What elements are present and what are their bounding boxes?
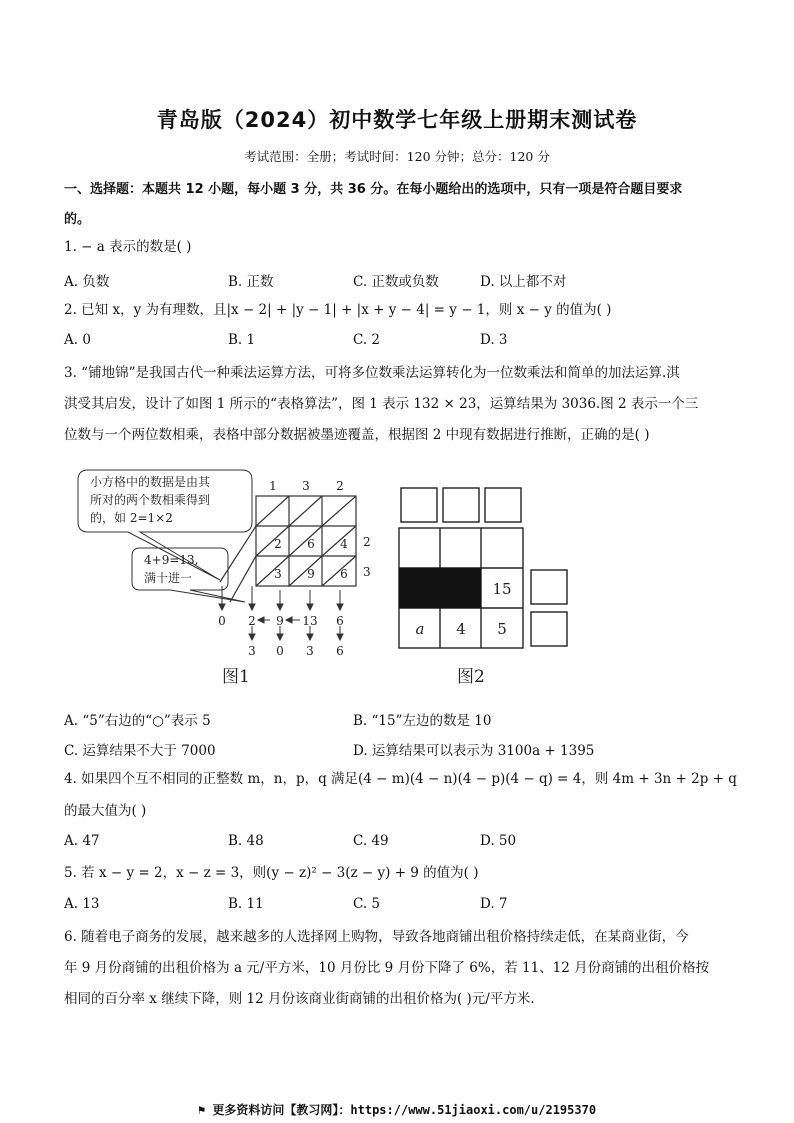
q1-option-d[interactable]: D. 以上都不对: [480, 274, 567, 290]
q4-option-b[interactable]: B. 48: [228, 833, 264, 849]
q4-option-a[interactable]: A. 47: [64, 833, 100, 849]
final-digit: 3: [306, 644, 314, 658]
top-box: [485, 488, 521, 522]
q2-option-a[interactable]: A. 0: [64, 332, 91, 348]
q2-option-b[interactable]: B. 1: [228, 332, 256, 348]
figure-2-label: 图2: [457, 667, 485, 687]
question-3-line1: 3. “铺地锦”是我国古代一种乘法运算方法，可将多位数乘法运算转化为一位数乘法和简单的加法运算.淇: [64, 365, 680, 381]
final-digit: 3: [248, 644, 256, 658]
section-heading: 一、选择题：本题共 12 小题，每小题 3 分，共 36 分。在每小题给出的选项中，只有一项是符合题目要求: [64, 182, 683, 197]
q1-option-b[interactable]: B. 正数: [228, 274, 274, 290]
question-4-line2: 的最大值为( ): [64, 803, 147, 819]
footer: [0, 1101, 794, 1118]
top-box: [443, 488, 479, 522]
question-6-line2: 年 9 月份商铺的出租价格为 a 元/平方米，10 月份比 9 月份下降了 6%，若 11、12 月份商铺的出租价格按: [64, 960, 710, 976]
callout-text: 所对的两个数相乘得到: [90, 493, 211, 507]
q5-option-a[interactable]: A. 13: [64, 896, 100, 912]
final-digit: 0: [276, 644, 284, 658]
figure-2: [395, 482, 580, 692]
exam-title: 青岛版（2024）初中数学七年级上册期末测试卷: [156, 108, 638, 132]
callout-text: 小方格中的数据是由其: [90, 475, 211, 489]
right-digit: 3: [363, 565, 371, 579]
question-1: 1. − a 表示的数是( ): [64, 239, 192, 255]
question-4-line1: 4. 如果四个互不相同的正整数 m，n，p，q 满足(4 − m)(4 − n)(4 − p)(4 − q) = 4，则 4m + 3n + 2p + q: [64, 771, 737, 787]
figure-1-label: 图1: [222, 667, 250, 687]
question-2: 2. 已知 x，y 为有理数，且|x − 2| + |y − 1| + |x + y − 4| = y − 1，则 x − y 的值为( ): [64, 302, 612, 318]
callout-text: 满十进一: [144, 571, 193, 585]
result-digit: 2: [248, 614, 256, 628]
result-digit: 13: [302, 614, 318, 628]
q3-option-b[interactable]: B. “15”左边的数是 10: [353, 713, 492, 729]
q3-option-d[interactable]: D. 运算结果可以表示为 3100a + 1395: [353, 743, 595, 759]
cell-value: 2: [274, 537, 282, 551]
q2-option-d[interactable]: D. 3: [480, 332, 508, 348]
final-digit: 6: [336, 644, 344, 658]
result-digit: 9: [276, 614, 284, 628]
ink-blot: [399, 568, 481, 608]
q1-option-c[interactable]: C. 正数或负数: [353, 274, 439, 290]
result-digit: 0: [218, 614, 226, 628]
footer-link[interactable]: 更多资料访问【教习网】：https://www.51jiaoxi.com/u/2195370: [212, 1103, 597, 1117]
question-5: 5. 若 x − y = 2，x − z = 3，则(y − z)² − 3(z − y) + 9 的值为( ): [64, 865, 479, 881]
top-digit: 2: [336, 479, 344, 493]
flag-icon: ⚑: [197, 1103, 213, 1117]
callout-text: 4+9=13,: [144, 553, 199, 567]
cell-15: 15: [492, 580, 512, 598]
top-box: [401, 488, 437, 522]
top-digit: 3: [302, 479, 310, 493]
q4-option-d[interactable]: D. 50: [480, 833, 517, 849]
cell-value: 6: [307, 537, 315, 551]
cell-4: 4: [456, 620, 466, 638]
question-6-line1: 6. 随着电子商务的发展，越来越多的人选择网上购物，导致各地商铺出租价格持续走低，在某商业街，今: [64, 929, 689, 945]
arrows: [219, 586, 343, 640]
figure-1: [70, 462, 390, 692]
q5-option-d[interactable]: D. 7: [480, 896, 508, 912]
q5-option-c[interactable]: C. 5: [353, 896, 381, 912]
q4-option-c[interactable]: C. 49: [353, 833, 389, 849]
right-digit: 2: [363, 535, 371, 549]
cell-value: 4: [340, 537, 348, 551]
cell-value: 3: [274, 567, 282, 581]
right-box: [531, 570, 567, 604]
q5-option-b[interactable]: B. 11: [228, 896, 264, 912]
q1-option-a[interactable]: A. 负数: [64, 274, 110, 290]
grid: [220, 496, 356, 602]
top-digit: 1: [269, 479, 277, 493]
callout-text: 的，如 2=1×2: [90, 511, 173, 525]
q3-option-c[interactable]: C. 运算结果不大于 7000: [64, 743, 216, 759]
cell-a: a: [415, 620, 425, 638]
right-box: [531, 612, 567, 646]
q2-option-c[interactable]: C. 2: [353, 332, 381, 348]
section-heading-cont: 的。: [64, 212, 91, 227]
question-3-line3: 位数与一个两位数相乘，表格中部分数据被墨迹覆盖，根据图 2 中现有数据进行推断，正确的是( ): [64, 427, 650, 443]
question-3-line2: 淇受其启发，设计了如图 1 所示的“表格算法”，图 1 表示 132 × 23，运算结果为 3036.图 2 表示一个三: [64, 396, 699, 412]
cell-value: 6: [340, 567, 348, 581]
q3-option-a[interactable]: A. “5”右边的“○”表示 5: [64, 713, 211, 729]
result-digit: 6: [336, 614, 344, 628]
question-6-line3: 相同的百分率 x 继续下降，则 12 月份该商业街商铺的出租价格为( )元/平方米.: [64, 991, 535, 1007]
cell-value: 9: [307, 567, 315, 581]
exam-info: 考试范围：全册；考试时间：120 分钟；总分：120 分: [244, 149, 550, 164]
cell-5: 5: [497, 620, 507, 638]
